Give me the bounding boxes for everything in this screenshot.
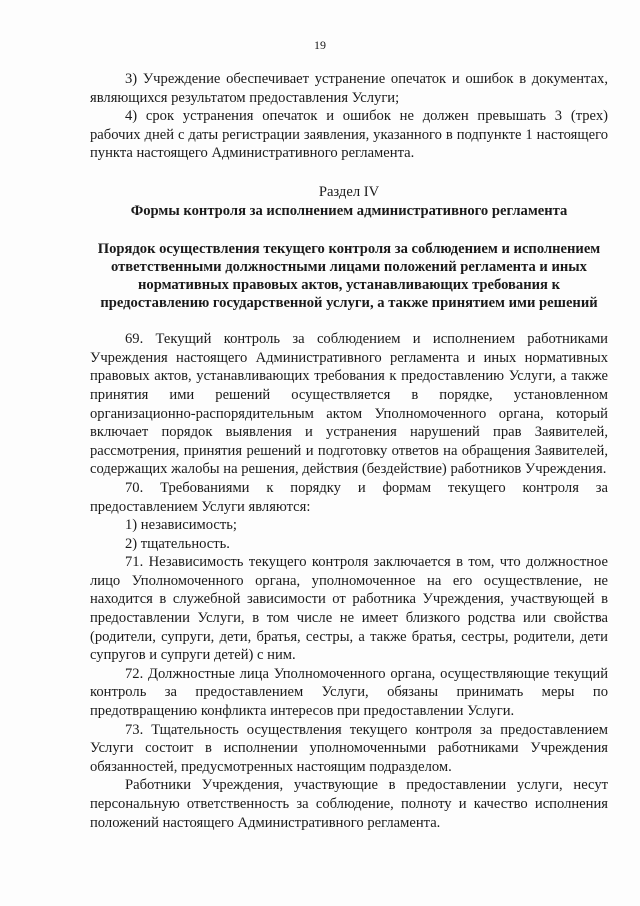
spacer bbox=[90, 163, 608, 183]
paragraph-71: 71. Независимость текущего контроля заключается в том, что должностное лицо Уполномоченного органа, уполномоченное на его осуществление, не находится в служебной зависимости от работника Учреждения, участвующей в предоставлении Услуги, в том числе не имеет близкого родства или свойства (родители, супруги, дети, братья, сестры, а также братья, сестры, родители, дети супругов и супруги детей) с ним. bbox=[90, 554, 608, 664]
section-label: Раздел IV bbox=[318, 183, 380, 200]
list-item-thoroughness: 2) тщательность. bbox=[125, 535, 230, 552]
paragraph-70: 70. Требованиями к порядку и формам текущего контроля за предоставлением Услуги являются: bbox=[90, 479, 608, 515]
spacer bbox=[90, 312, 608, 330]
page-number: 19 bbox=[314, 38, 326, 52]
spacer bbox=[90, 220, 608, 240]
list-item: 4) срок устранения опечаток и ошибок не должен превышать 3 (трех) рабочих дней с даты регистрации заявления, указанного в подпункте 1 настоящего пункта настоящего Административного регламента. bbox=[90, 108, 608, 162]
subsection-title: Порядок осуществления текущего контроля за соблюдением и исполнением ответственными должностными лицами положений регламента и иных нормативных правовых актов, устанавливающих требования к предоставлению государственной услуги, а также принятием ими решений bbox=[97, 241, 601, 312]
list-item: 3) Учреждение обеспечивает устранение опечаток и ошибок в документах, являющихся результатом предоставления Услуги; bbox=[90, 71, 608, 106]
paragraph-73: 73. Тщательность осуществления текущего контроля за предоставлением Услуги состоит в исполнении уполномоченными работниками Учреждения обязанностей, предусмотренных настоящим подразделом. bbox=[90, 721, 608, 775]
paragraph-69: 69. Текущий контроль за соблюдением и исполнением работниками Учреждения настоящего Административного регламента и иных нормативных правовых актов, устанавливающих требования к предоставлению Услуги, а также принятия ими решений осуществляется в порядке, установленном организационно-распорядительным актом Уполномоченного органа, который включает порядок выявления и устранения нарушений прав Заявителей, рассмотрения, принятия решений и подготовку ответов на обращения Заявителей, содержащих жалобы на решения, действия (бездействие) работников Учреждения. bbox=[90, 331, 608, 478]
paragraph-responsibility: Работники Учреждения, участвующие в предоставлении услуги, несут персональную ответственность за соблюдение, полноту и качество исполнения положений настоящего Административного регламента. bbox=[90, 777, 608, 831]
list-item-independence: 1) независимость; bbox=[125, 517, 237, 534]
section-title: Формы контроля за исполнением административного регламента bbox=[130, 202, 568, 219]
paragraph-72: 72. Должностные лица Уполномоченного органа, осуществляющие текущий контроль за предоставлением Услуги, обязаны принимать меры по предотвращению конфликта интересов при предоставлении Услуги. bbox=[90, 665, 608, 720]
page-content bbox=[90, 70, 608, 832]
